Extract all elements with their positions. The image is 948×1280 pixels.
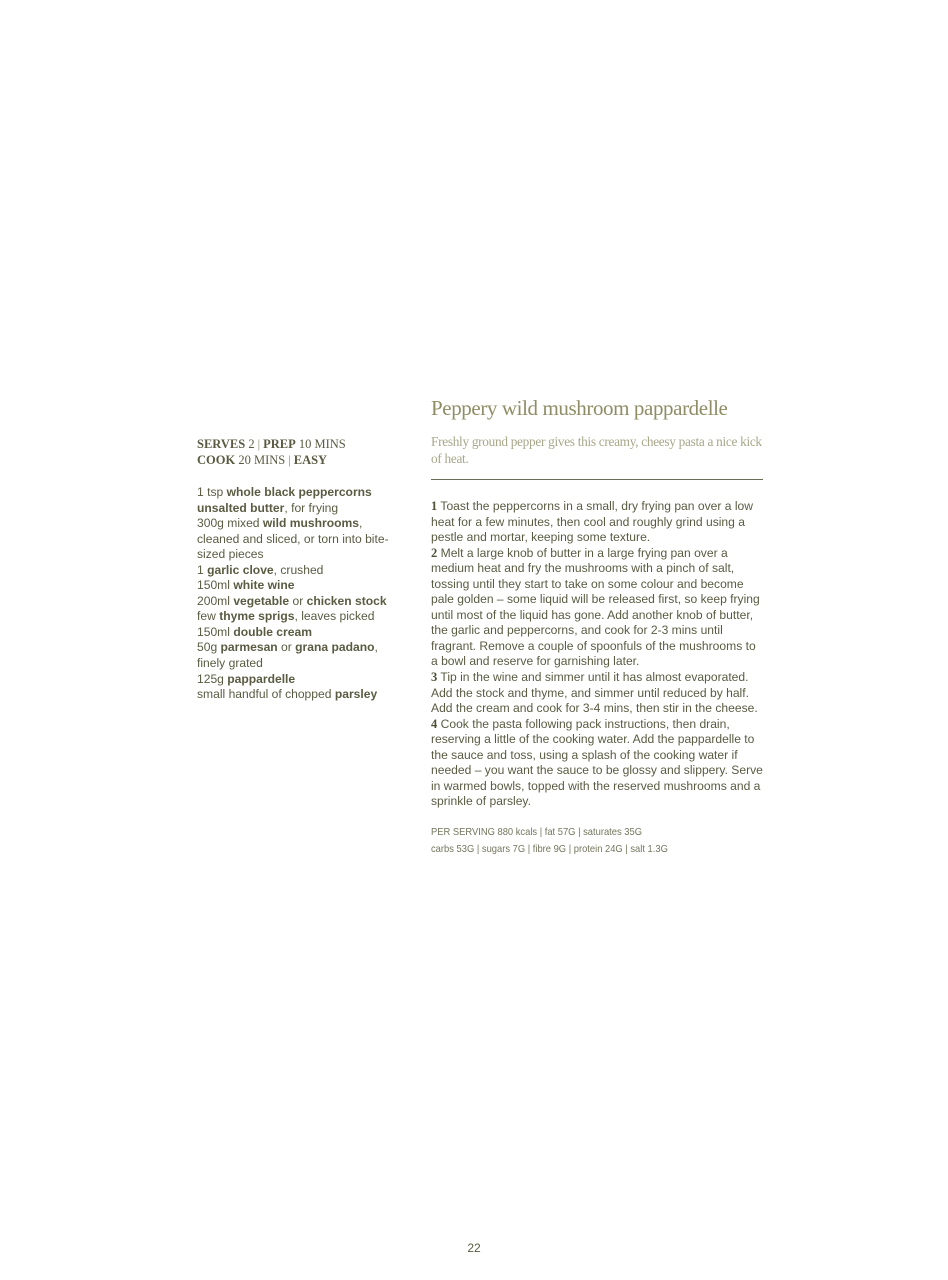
ingredient-name: vegetable	[233, 593, 290, 608]
ingredient-text: 200ml	[197, 593, 234, 608]
ingredient-text: 1	[197, 562, 208, 577]
meta-separator: |	[257, 437, 261, 451]
serves-value: 2	[248, 437, 255, 451]
ingredient-text: , finely grated	[197, 640, 378, 671]
step-number: 2	[431, 545, 438, 560]
cook-value: 20 MINS	[238, 453, 286, 467]
ingredient-text: 1 tsp	[197, 485, 227, 499]
step-text: Cook the pasta following pack instructions, then drain, reserving a little of the cooking water. Add the pappardelle to the sauce and toss, using a splash of the cooking water if needed – you want the sauce to be glossy and slippery. Serve in warmed bowls, topped with the reserved mushrooms and a sprinkle of parsley.	[431, 716, 763, 809]
recipe-intro: Freshly ground pepper gives this creamy, cheesy pasta a nice kick of heat.	[431, 434, 762, 466]
ingredient-item	[197, 485, 407, 501]
ingredient-name: chicken stock	[306, 593, 387, 608]
ingredient-item	[197, 516, 407, 563]
ingredient-item	[197, 687, 407, 703]
prep-value: 10 MINS	[298, 437, 346, 451]
ingredients-list	[197, 485, 407, 703]
method-step	[431, 546, 763, 670]
ingredient-name: parsley	[334, 687, 378, 702]
nutrition-info	[431, 824, 736, 858]
ingredient-item	[197, 594, 407, 610]
cook-label: COOK	[197, 453, 236, 467]
ingredient-text: 50g	[197, 640, 221, 655]
ingredient-name: pappardelle	[227, 671, 296, 686]
ingredient-name: grana padano	[295, 640, 375, 655]
ingredient-item	[197, 609, 407, 625]
recipe-meta	[197, 436, 407, 468]
divider	[431, 479, 763, 480]
ingredient-name: unsalted butter	[197, 500, 285, 515]
prep-label: PREP	[263, 437, 296, 451]
step-number: 4	[431, 716, 438, 731]
ingredient-name: whole black peppercorns	[226, 485, 372, 499]
method-step	[431, 717, 763, 810]
ingredient-text: 300g mixed	[197, 516, 263, 531]
ingredient-item	[197, 625, 407, 641]
serves-label: SERVES	[197, 437, 246, 451]
step-number: 3	[431, 670, 438, 685]
ingredient-name: wild mushrooms	[262, 516, 359, 531]
ingredient-text: 150ml	[197, 578, 234, 593]
ingredient-item	[197, 501, 407, 517]
ingredient-text: , cleaned and sliced, or torn into bite-sized pieces	[197, 516, 389, 562]
ingredient-text: or	[277, 640, 296, 655]
recipe-method-column	[431, 393, 763, 858]
nutrition-line-1: PER SERVING 880 kcals | fat 57G | saturates 35G	[431, 826, 642, 838]
method-step	[431, 499, 763, 546]
ingredient-text: 150ml	[197, 624, 234, 639]
recipe-title: Peppery wild mushroom pappardelle	[431, 396, 728, 420]
recipe-info-column	[197, 436, 407, 703]
nutrition-line-2: carbs 53G | sugars 7G | fibre 9G | protein 24G | salt 1.3G	[431, 843, 668, 855]
ingredient-text: small handful of chopped	[197, 687, 335, 702]
page-number: 22	[467, 1241, 481, 1255]
step-text: Toast the peppercorns in a small, dry frying pan over a low heat for a few minutes, then cool and roughly grind using a pestle and mortar, keeping some texture.	[431, 499, 753, 545]
ingredient-item	[197, 563, 407, 579]
ingredient-text: 125g	[197, 671, 228, 686]
ingredient-item	[197, 640, 407, 671]
ingredient-name: thyme sprigs	[219, 609, 295, 624]
method-steps	[431, 499, 763, 810]
ingredient-name: garlic clove	[207, 562, 274, 577]
ingredient-text: few	[197, 609, 220, 624]
ingredient-text: , crushed	[273, 562, 324, 577]
meta-separator: |	[288, 453, 291, 467]
ingredient-name: parmesan	[220, 640, 278, 655]
difficulty-label: EASY	[293, 453, 328, 467]
method-step	[431, 670, 763, 717]
ingredient-name: white wine	[233, 578, 295, 593]
ingredient-item	[197, 578, 407, 594]
ingredient-text: or	[289, 593, 307, 608]
ingredient-text: , leaves picked	[294, 609, 375, 624]
ingredient-name: double cream	[233, 624, 312, 639]
ingredient-item	[197, 672, 407, 688]
step-text: Tip in the wine and simmer until it has almost evaporated. Add the stock and thyme, and simmer until reduced by half. Add the cream and cook for 3-4 mins, then stir in the cheese.	[431, 670, 758, 716]
step-number: 1	[431, 499, 438, 513]
ingredient-text: , for frying	[284, 500, 339, 515]
step-text: Melt a large knob of butter in a large frying pan over a medium heat and fry the mushrooms with a pinch of salt, tossing until they start to take on some colour and become pale golden – some liquid will be released first, so keep frying until most of the liquid has gone. Add another knob of butter, the garlic and peppercorns, and cook for 2-3 mins until fragrant. Remove a couple of spoonfuls of the mushrooms to a bowl and reserve for garnishing later.	[431, 545, 760, 669]
